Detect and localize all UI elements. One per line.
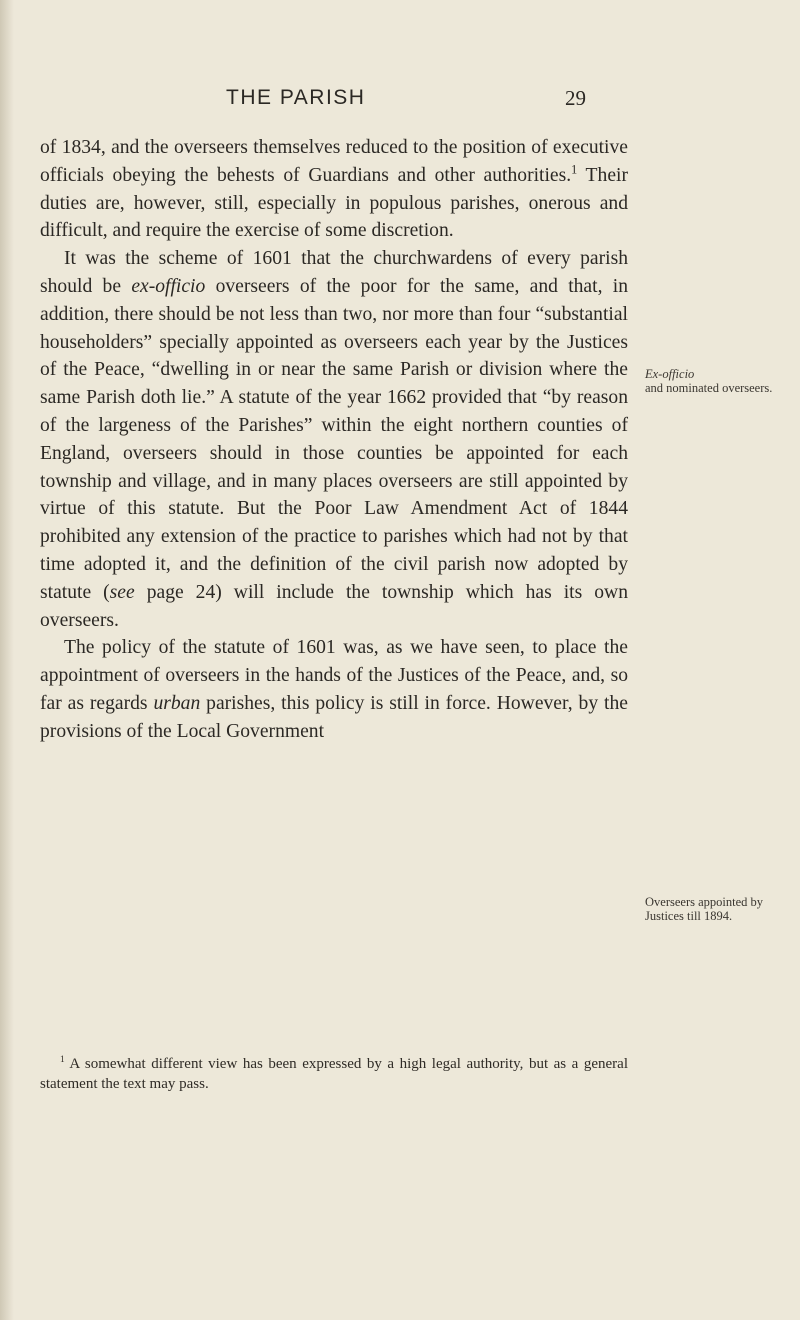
page-edge (0, 0, 14, 1320)
main-text (40, 134, 628, 746)
italic-term: see (109, 581, 135, 603)
margin-note-text: Overseers appointed by Justices till 1894. (645, 895, 764, 923)
footnote-text: A somewhat different view has been expressed by a high legal authority, but as a general statement the text may pass. (40, 1056, 628, 1092)
page-number: 29 (565, 86, 586, 110)
footnote-marker: 1 (60, 1055, 65, 1065)
page-header (226, 86, 586, 120)
paragraph-2 (40, 245, 628, 634)
running-head: THE PARISH (226, 86, 366, 109)
margin-note-overseers-appointed (645, 896, 785, 923)
margin-note-text: and nominated overseers. (645, 380, 773, 395)
text-run: Their duties are, however, still, especially in populous parishes, onerous and difficult, and require the exercise of some discretion. (40, 164, 628, 242)
paragraph-3 (40, 634, 628, 745)
footnote (40, 1054, 628, 1094)
text-run: The policy of the statute of 1601 was, as we have seen, to place the appointment of overseers in the hands of the Justices of the Peace, and, so far as regards (40, 637, 628, 714)
paragraph-1 (40, 134, 628, 245)
text-run: parishes, this policy is still in force. However, by the provisions of the Local Government (40, 692, 628, 742)
margin-note-ex-officio (645, 368, 785, 395)
italic-term: ex-officio (131, 275, 206, 297)
text-run: It was the scheme of 1601 that the churchwardens of every parish should be (40, 248, 628, 297)
text-run: page 24) will include the township which has its own overseers. (40, 581, 628, 631)
margin-note-italic-term: Ex-officio (645, 367, 695, 381)
text-run: overseers of the poor for the same, and that, in addition, there should be not less than two, nor more than four “substantial householders” specially appointed as overseers each year by the Justices of the Peace, “dwelling in or near the same Parish or division where the same Parish doth lie.” A statute of the year 1662 provided that “by reason of the largeness of the Parishes” within the eight northern counties of England, overseers should in those counties be appointed for each township and village, and in many places overseers are still appointed by virtue of this statute. But the Poor Law Amendment Act of 1844 prohibited any extension of the practice to parishes which had not by that time adopted it, and the definition of the civil parish now adopted by statute ( (40, 275, 628, 603)
text-run: of 1834, and the overseers themselves reduced to the position of executive officials obeying the behests of Guardians and other authorities. (40, 137, 628, 186)
footnote-reference: 1 (571, 162, 578, 177)
italic-term: urban (153, 692, 201, 714)
